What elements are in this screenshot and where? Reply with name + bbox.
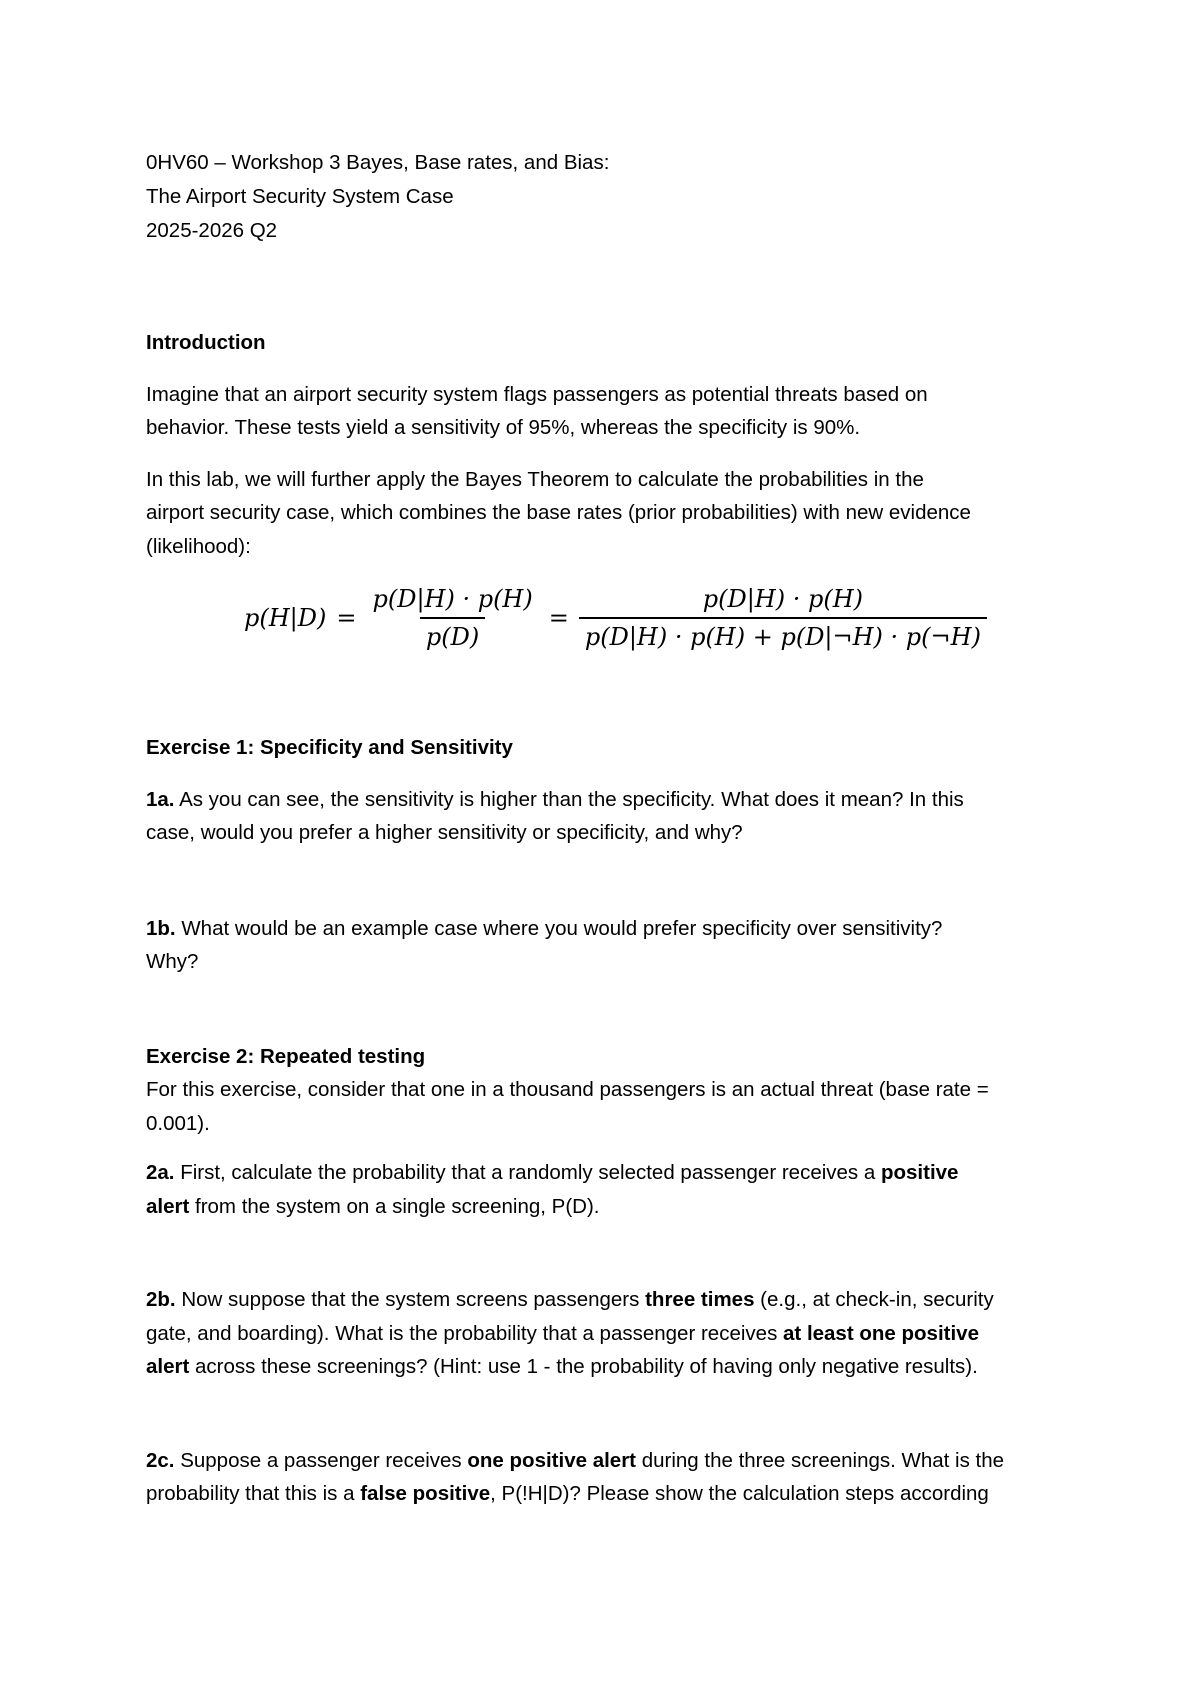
exercise-2-intro: For this exercise, consider that one in a thousand passengers is an actual threat (base rate = 0.001). <box>146 1078 989 1135</box>
formula-fraction-1-denominator: p(D) <box>420 617 485 651</box>
question-1a: 1a. As you can see, the sensitivity is higher than the specificity. What does it mean? In this case, would you prefer a higher sensitivity or specificity, and why? <box>146 787 964 844</box>
formula-fraction-2 <box>579 585 987 651</box>
title-line-term: 2025-2026 Q2 <box>146 219 278 242</box>
formula-fraction-2-denominator: p(D|H) · p(H) + p(D|¬H) · p(¬H) <box>579 617 987 651</box>
title-line-course: 0HV60 – Workshop 3 Bayes, Base rates, and Bias: <box>146 151 610 174</box>
question-2a: 2a. First, calculate the probability that a randomly selected passenger receives a positive alert from the system on a single screening, P(D). <box>146 1161 959 1218</box>
formula-equals-1: = <box>336 604 357 632</box>
exercise-1-heading: Exercise 1: Specificity and Sensitivity <box>146 736 513 759</box>
bayes-formula <box>244 585 1066 651</box>
formula-fraction-2-numerator: p(D|H) · p(H) <box>702 585 864 613</box>
formula-lhs: p(H|D) <box>244 604 327 632</box>
intro-paragraph-2: In this lab, we will further apply the Bayes Theorem to calculate the probabilities in the airport security case, which combines the base rates (prior probabilities) with new evidence (likelihood): <box>146 467 971 558</box>
question-1b-label: 1b. <box>146 916 176 940</box>
question-2c-label: 2c. <box>146 1448 175 1472</box>
formula-equals-2: = <box>548 604 569 632</box>
question-2a-label: 2a. <box>146 1161 175 1184</box>
title-line-case: The Airport Security System Case <box>146 185 454 208</box>
exercise-2-heading: Exercise 2: Repeated testing <box>146 1044 426 1068</box>
document-title <box>146 146 1066 248</box>
question-2c: 2c. Suppose a passenger receives one positive alert during the three screenings. What is the probability that this is a false positive, P(!H|D)? Please show the calculation steps according <box>146 1448 1005 1505</box>
question-1b: 1b. What would be an example case where you would prefer specificity over sensitivity? Why? <box>146 916 943 973</box>
question-2b-label: 2b. <box>146 1288 176 1311</box>
intro-paragraph-1: Imagine that an airport security system flags passengers as potential threats based on behavior. These tests yield a sensitivity of 95%, whereas the specificity is 90%. <box>146 382 928 439</box>
formula-fraction-1 <box>366 585 538 651</box>
question-2b: 2b. Now suppose that the system screens passengers three times (e.g., at check-in, security gate, and boarding). What is the probability that a passenger receives at least one positive alert across these screenings? (Hint: use 1 - the probability of having only negative results). <box>146 1288 994 1378</box>
formula-fraction-1-numerator: p(D|H) · p(H) <box>372 585 533 613</box>
intro-heading: Introduction <box>146 331 266 354</box>
document-body <box>146 146 1066 1511</box>
question-1a-label: 1a. <box>146 787 175 811</box>
